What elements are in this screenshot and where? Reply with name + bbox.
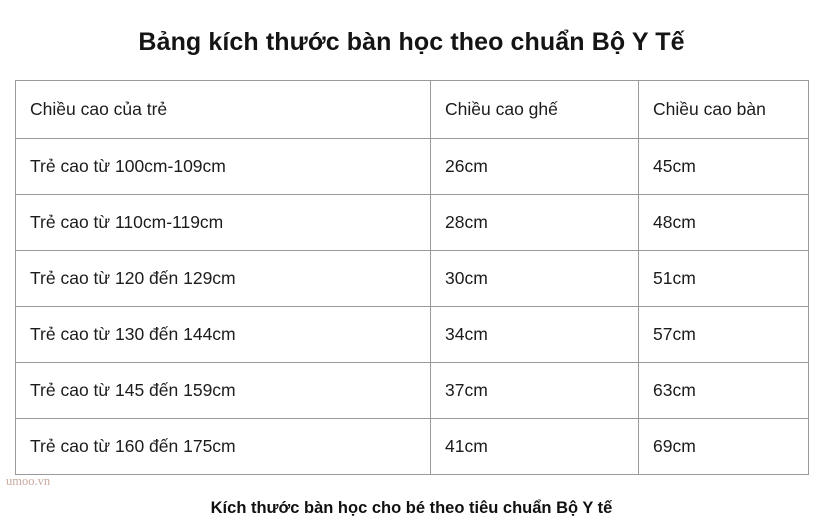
table-row (16, 139, 809, 195)
table-row (16, 419, 809, 475)
cell-desk-height: 69cm (639, 419, 809, 475)
cell-desk-height: 51cm (639, 251, 809, 307)
table-body (16, 139, 809, 475)
table-row (16, 195, 809, 251)
cell-chair-height: 34cm (431, 307, 639, 363)
column-header-desk-height: Chiều cao bàn (639, 81, 809, 139)
desk-size-table (15, 80, 809, 475)
cell-chair-height: 30cm (431, 251, 639, 307)
cell-desk-height: 45cm (639, 139, 809, 195)
column-header-chair-height: Chiều cao ghế (431, 81, 639, 139)
page-title: Bảng kích thước bàn học theo chuẩn Bộ Y Tế (138, 28, 685, 56)
watermark: umoo.vn (6, 474, 51, 488)
cell-chair-height: 26cm (431, 139, 639, 195)
table-header-row (16, 81, 809, 139)
cell-child-height: Trẻ cao từ 160 đến 175cm (16, 419, 431, 475)
cell-desk-height: 57cm (639, 307, 809, 363)
cell-desk-height: 48cm (639, 195, 809, 251)
table-header (16, 81, 809, 139)
cell-child-height: Trẻ cao từ 130 đến 144cm (16, 307, 431, 363)
cell-chair-height: 37cm (431, 363, 639, 419)
cell-chair-height: 28cm (431, 195, 639, 251)
cell-child-height: Trẻ cao từ 120 đến 129cm (16, 251, 431, 307)
table-container (15, 80, 808, 475)
table-row (16, 307, 809, 363)
cell-child-height: Trẻ cao từ 100cm-109cm (16, 139, 431, 195)
table-row (16, 251, 809, 307)
cell-chair-height: 41cm (431, 419, 639, 475)
cell-child-height: Trẻ cao từ 145 đến 159cm (16, 363, 431, 419)
cell-child-height: Trẻ cao từ 110cm-119cm (16, 195, 431, 251)
cell-desk-height: 63cm (639, 363, 809, 419)
table-row (16, 363, 809, 419)
figure-caption: Kích thước bàn học cho bé theo tiêu chuẩn Bộ Y tế (210, 499, 613, 517)
column-header-child-height: Chiều cao của trẻ (16, 81, 431, 139)
